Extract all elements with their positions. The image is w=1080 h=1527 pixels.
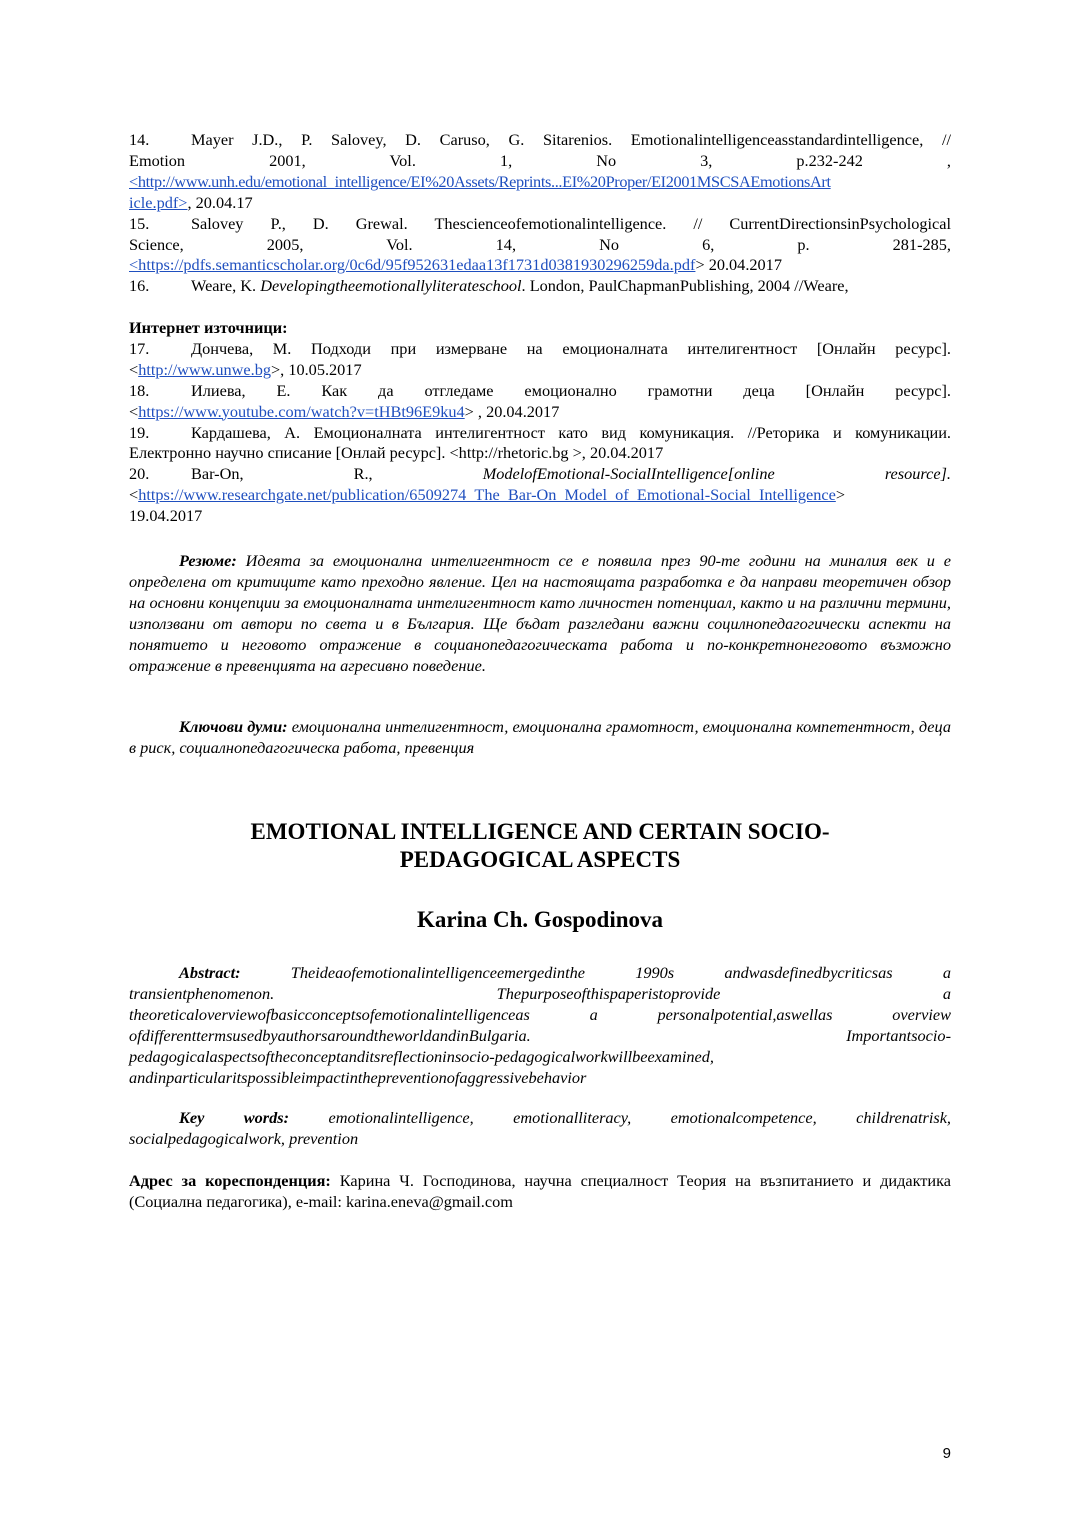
- reference-15-line2: Science, 2005, Vol. 14, No 6, p. 281-285,: [129, 234, 951, 254]
- reference-20-link[interactable]: https://www.researchgate.net/publication/6509274_The_Bar-On_Model_of_Emotional-Social_Intelligence: [138, 485, 836, 505]
- reference-14-link-end[interactable]: icle.pdf>: [129, 192, 188, 212]
- ref-number: 20.: [129, 464, 150, 484]
- summary-bg: [129, 551, 951, 676]
- ref-number: 19.: [129, 422, 150, 442]
- reference-14-link[interactable]: <http://www.unh.edu/emotional_intelligence/EI%20Assets/Reprints...EI%20Proper/EI2001MSCSAEmotionsArt: [129, 171, 831, 191]
- correspondence: [129, 1171, 951, 1213]
- reference-17: 17. Дончева, М. Подходи при измерване на емоционалната интелигентност [Онлайн ресурс].: [129, 338, 951, 358]
- title-line-1: EMOTIONAL INTELLIGENCE AND CERTAIN SOCIO-: [250, 819, 830, 844]
- reference-18-link[interactable]: https://www.youtube.com/watch?v=tHBt96E9ku4: [138, 401, 465, 421]
- reference-14-line2: Emotion 2001, Vol. 1, No 3, p.232-242 ,: [129, 150, 951, 170]
- reference-17-link[interactable]: http://www.unwe.bg: [138, 359, 271, 379]
- reference-15: 15. Salovey P., D. Grewal. Thescienceofemotionalintelligence. // CurrentDirectionsinPsychological: [129, 213, 951, 233]
- title-line-2: PEDAGOGICAL ASPECTS: [399, 847, 681, 872]
- abstract-en: Abstract: Theideaofemotionalintelligenceemergedinthe 1990s andwasdefinedbycriticsas a transientphenomenon. Thepurposeofthispaperistoprovide a theoreticaloverviewofbasicconceptsofemotionalintelligenceas a personalpotential,aswellas overview ofdifferenttermsusedbyauthorsaroundtheworldandinBulgaria. Importantsocio- pedagogicalaspectsoftheconceptanditsreflectioninsocio-pedagogicalworkwillbeexamined, andinparticularitspossibleimpactinthepreventionofaggressivebehavior: [129, 963, 951, 1087]
- internet-sources-heading: Интернет източници:: [129, 318, 288, 337]
- correspondence-label: Адрес за кореспонденция:: [129, 1171, 331, 1190]
- ref-number: 18.: [129, 380, 150, 400]
- keywords-en-label: Key words:: [179, 1108, 290, 1127]
- reference-19: 19. Кардашева, А. Емоционалната интелигентност като вид комуникация. //Реторика и комуникации.: [129, 422, 951, 442]
- keywords-bg-text: емоционална интелигентност, емоционална грамотност, емоционална компетентност, деца в риск, социалнопедагогическа работа, превенция: [129, 717, 952, 757]
- keywords-en: Key words: emotionalintelligence, emotionalliteracy, emotionalcompetence, childrenatrisk, socialpedagogicalwork, prevention: [129, 1108, 951, 1148]
- page-number: 9: [942, 1445, 951, 1462]
- correspondence-text: Карина Ч. Господинова, научна специалност Теория на възпитанието и дидактика (Социална педагогика), e-mail: karina.eneva@gmail.com: [129, 1171, 951, 1211]
- reference-16: 16. Weare, K. Developingtheemotionallyliterateschool. London, PaulChapmanPublishing, 2004 //Weare,: [129, 276, 849, 296]
- reference-list: 14. Mayer J.D., P. Salovey, D. Caruso, G. Sitarenios. Emotionalintelligenceasstandardintelligence, // Emotion 2001, Vol. 1, No 3, p.232-242 , <http://www.unh.edu/emotional_intelligence/EI%20Assets/Reprints...EI%20Proper/EI2001MSCSAEmotionsArt icle.pdf>, 20.04.17 15. Salovey P., D. Grewal. Thescienceofemotionalintelligence. // CurrentDirectionsinPsychological Science, 2005, Vol. 14, No 6, p. 281-285, <https://pdfs.semanticscholar.org/0c6d/95f952631edaa13f1731d0381930296259da.pdf> 20.04.2017 16. Weare, K. Developingtheemotionallyliterateschool. London, PaulChapmanPublishing, 2004 //Weare,: [129, 130, 951, 296]
- reference-15-link[interactable]: <https://pdfs.semanticscholar.org/0c6d/95f952631edaa13f1731d0381930296259da.pdf: [129, 255, 696, 275]
- abstract-label: Abstract:: [179, 963, 241, 982]
- reference-14: 14. Mayer J.D., P. Salovey, D. Caruso, G. Sitarenios. Emotionalintelligenceasstandardintelligence, //: [129, 130, 951, 149]
- ref-number: 16.: [129, 276, 150, 296]
- keywords-bg-label: Ключови думи:: [179, 717, 288, 736]
- article-title: [129, 818, 951, 874]
- summary-bg-text: Идеята за емоционална интелигентност се е появила през 90-те години на миналия век и е определена от критиците като преходно явление. Цел на настоящата разработка е да направи теоретичен обзор на основни концепции за емоционалната интелигентност като личностен потенциал, както и на различни термини, използвани от автори по света и в България. Ще бъдат разгледани важни социлнопедагогически аспекти на понятието и неговото отражение в социанопедагогическата работа и по-конкретнонеговото възможно отражение в превенцията на агресивно поведение.: [129, 551, 951, 675]
- reference-18: 18. Илиева, Е. Как да отгледаме емоционално грамотни деца [Онлайн ресурс].: [129, 380, 951, 400]
- ref-number: 14.: [129, 130, 150, 149]
- summary-bg-label: Резюме:: [179, 551, 237, 570]
- reference-19-line2: Електронно научно списание [Онлай ресурс]. <http://rhetoric.bg >, 20.04.2017: [129, 443, 664, 463]
- author-name: Karina Ch. Gospodinova: [416, 907, 664, 932]
- reference-20-date: 19.04.2017: [129, 506, 203, 526]
- reference-20: 20. Bar-On, R., ModelofEmotional-SocialIntelligence[online resource].: [129, 464, 951, 484]
- ref-number: 17.: [129, 338, 150, 358]
- ref-number: 15.: [129, 213, 150, 233]
- internet-sources: Интернет източници: 17. Дончева, М. Подходи при измерване на емоционалната интелигентност [Онлайн ресурс]. <http://www.unwe.bg>, 10.05.2017 18. Илиева, Е. Как да отгледаме емоционално грамотни деца [Онлайн ресурс]. <https://www.youtube.com/watch?v=tHBt96E9ku4> , 20.04.2017 19. Кардашева, А. Емоционалната интелигентност като вид комуникация. //Реторика и комуникации. Електронно научно списание [Онлай ресурс]. <http://rhetoric.bg >, 20.04.2017 20. Bar-On, R., ModelofEmotional-SocialIntelligence[online resource]. <https://www.researchgate.net/publication/6509274_The_Bar-On_Model_of_Emotional-Social_Intelligence> 19.04.2017: [129, 318, 951, 526]
- keywords-bg: [129, 717, 951, 759]
